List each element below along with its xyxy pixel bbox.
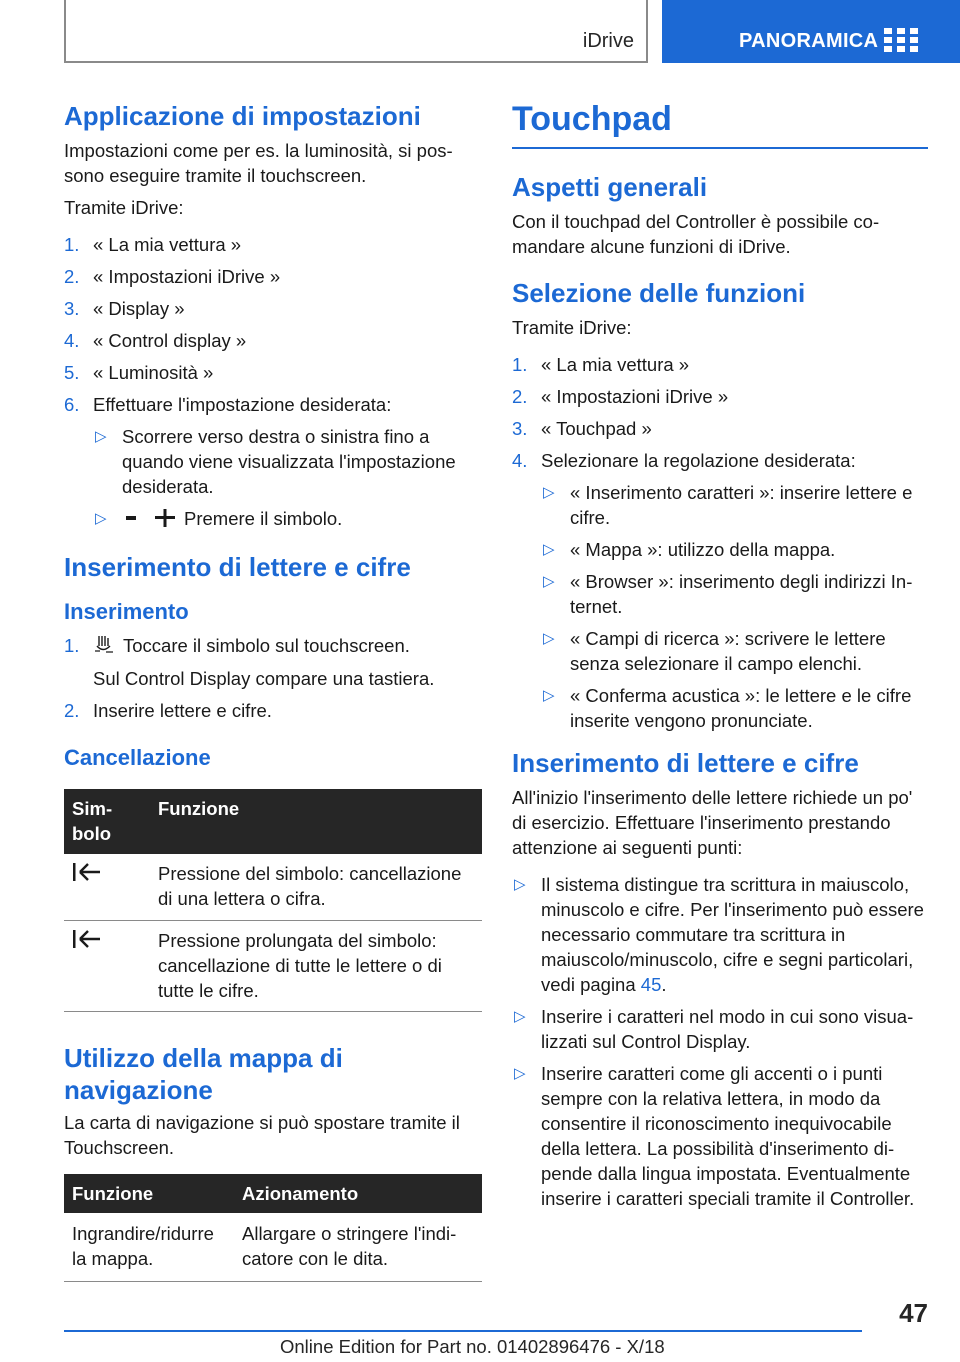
backspace-arrow-icon xyxy=(72,928,102,950)
table-header-funzione: Funzione xyxy=(150,789,482,854)
heading-inserimento-right: Inserimento di lettere e cifre xyxy=(512,748,859,778)
text-inserimento: All'inizio l'inserimento delle lettere richiede un po' di esercizio. Effettuare l'inserimento prestando attenzione ai seguenti punti: xyxy=(512,787,913,858)
triangle-bullet-icon: ▷ xyxy=(543,573,555,590)
text-tramite-idrive: Tramite iDrive: xyxy=(512,317,632,338)
table-header-azionamento: Azionamento xyxy=(234,1174,482,1213)
heading-mappa: Utilizzo della mappa di navigazione xyxy=(64,1043,343,1105)
text-tramite-idrive: Tramite iDrive: xyxy=(64,197,184,218)
table-row: Pressione del simbolo: cancellazione di una lettera o cifra. xyxy=(64,854,482,921)
steps-list-luminosita xyxy=(64,232,482,531)
edition-note: Online Edition for Part no. 01402896476 - X/18 xyxy=(280,1336,665,1357)
list-item: 1. « La mia vettura » xyxy=(64,234,242,255)
list-item: 2. « Impostazioni iDrive » xyxy=(64,266,281,287)
right-column xyxy=(512,100,928,1218)
left-column xyxy=(64,100,482,1312)
minus-plus-icon xyxy=(122,509,178,527)
list-item: 2. « Impostazioni iDrive » xyxy=(512,386,729,407)
backspace-arrow-icon xyxy=(72,861,102,883)
triangle-bullet-icon: ▷ xyxy=(95,428,107,445)
list-item: 5. « Luminosità » xyxy=(64,362,214,383)
list-item: 3. « Display » xyxy=(64,298,185,319)
triangle-bullet-icon: ▷ xyxy=(543,687,555,704)
inserimento-note: Sul Control Display compare una tastiera. xyxy=(93,668,435,689)
heading-inserimento-sub: Inserimento xyxy=(64,599,189,624)
steps-list-inserimento xyxy=(64,633,482,723)
list-item: 3. « Touchpad » xyxy=(512,418,652,439)
triangle-bullet-icon: ▷ xyxy=(95,510,107,527)
list-item: ▷ Inserire caratteri come gli accenti o i punti sempre con la relativa lettera, in modo da consentire il riconoscimento inequivocabile della lettera. La possibilità d'inserimento dipende dalla lingua impostata. Eventualmente inserire i caratteri speciali tramite il Controller. xyxy=(514,1063,915,1209)
page-number: 47 xyxy=(899,1298,928,1328)
list-item: ▷ « Browser »: inserimento degli indirizzi Internet. xyxy=(543,571,913,617)
triangle-bullet-icon: ▷ xyxy=(543,541,555,558)
heading-inserimento-left: Inserimento di lettere e cifre xyxy=(64,552,411,582)
list-item: 6. Effettuare l'impostazione desiderata: ▷ Scorrere verso destra o sinistra fino a quando viene visualizzata l'impostazione desiderata. ▷ Premere il simbolo. xyxy=(64,392,482,531)
substeps-list xyxy=(541,480,928,733)
grid-icon xyxy=(884,28,920,52)
cancellazione-table xyxy=(64,789,482,1012)
list-item: ▷ Scorrere verso destra o sinistra fino a quando viene visualizzata l'impostazione desiderata. xyxy=(95,426,456,497)
table-row: Ingrandire/ridurre la mappa. Allargare o stringere l'indicatore con le dita. xyxy=(64,1213,482,1282)
heading-aspetti-generali: Aspetti generali xyxy=(512,172,708,202)
text-applicazione: Impostazioni come per es. la luminosità, si possono eseguire tramite il touchscreen. xyxy=(64,140,453,186)
bullets-inserimento xyxy=(512,872,928,1211)
substeps-list xyxy=(93,424,482,531)
list-item: ▷ « Campi di ricerca »: scrivere le lettere senza selezionare il campo elenchi. xyxy=(543,628,886,674)
list-item: 1. « La mia vettura » xyxy=(512,354,690,375)
list-item: 4. « Control display » xyxy=(64,330,247,351)
list-item: 4. Selezionare la regolazione desiderata: ▷ « Inserimento caratteri »: inserire lettere e cifre. ▷ « Mappa »: utilizzo della mappa. ▷ « Browser »: inserimento degli indirizzi Internet. ▷ « Campi di ricerca »: scrivere le lettere senza selezionare il campo elenchi. ▷ « Conferma acustica »: le lettere e le cifre inserite vengono pronunciate. xyxy=(512,448,928,733)
triangle-bullet-icon: ▷ xyxy=(514,1065,526,1082)
list-item: ▷ « Conferma acustica »: le lettere e le cifre inserite vengono pronunciate. xyxy=(543,685,912,731)
list-item: ▷ Inserire i caratteri nel modo in cui sono visualizzati sul Control Display. xyxy=(514,1006,914,1052)
table-header-simbolo: Simbolo xyxy=(64,789,150,854)
triangle-bullet-icon: ▷ xyxy=(514,876,526,893)
text-aspetti: Con il touchpad del Controller è possibile comandare alcune funzioni di iDrive. xyxy=(512,211,880,257)
triangle-bullet-icon: ▷ xyxy=(543,630,555,647)
table-row: Pressione prolungata del simbolo: cancellazione di tutte le lettere o di tutte le cifre. xyxy=(64,921,482,1012)
list-item: ▷ Il sistema distingue tra scrittura in maiuscolo, minuscolo e cifre. Per l'inserimento può essere necessario commutare tra scrittura in maiuscolo/minuscolo, cifre e segni particolari, vedi pagina 45. xyxy=(514,874,924,995)
list-item: 1. Toccare il simbolo sul touchscreen. Sul Control Display compare una tastiera. xyxy=(64,633,482,691)
heading-selezione-funzioni: Selezione delle funzioni xyxy=(512,278,806,308)
header-chapter-label: PANORAMICA xyxy=(739,30,879,52)
list-item: ▷ « Inserimento caratteri »: inserire lettere e cifre. xyxy=(543,482,913,528)
mappa-table xyxy=(64,1174,482,1282)
steps-list-touchpad xyxy=(512,352,928,733)
page-link-45[interactable]: 45 xyxy=(640,974,662,995)
header-section-box xyxy=(64,0,648,63)
triangle-bullet-icon: ▷ xyxy=(543,484,555,501)
list-item: ▷ « Mappa »: utilizzo della mappa. xyxy=(543,539,836,560)
header-section-label: iDrive xyxy=(582,30,634,52)
list-item: 2. Inserire lettere e cifre. xyxy=(64,700,272,721)
list-item: ▷ Premere il simbolo. xyxy=(95,508,343,529)
heading-touchpad: Touchpad xyxy=(512,100,928,149)
footer-divider xyxy=(64,1330,862,1332)
text-mappa: La carta di navigazione si può spostare tramite il Touchscreen. xyxy=(64,1112,460,1158)
header-chapter-tab[interactable] xyxy=(662,0,960,63)
handwriting-icon xyxy=(93,633,115,655)
heading-applicazione: Applicazione di impostazioni xyxy=(64,101,421,131)
table-header-funzione: Funzione xyxy=(64,1174,234,1213)
heading-cancellazione: Cancellazione xyxy=(64,745,211,770)
triangle-bullet-icon: ▷ xyxy=(514,1008,526,1025)
